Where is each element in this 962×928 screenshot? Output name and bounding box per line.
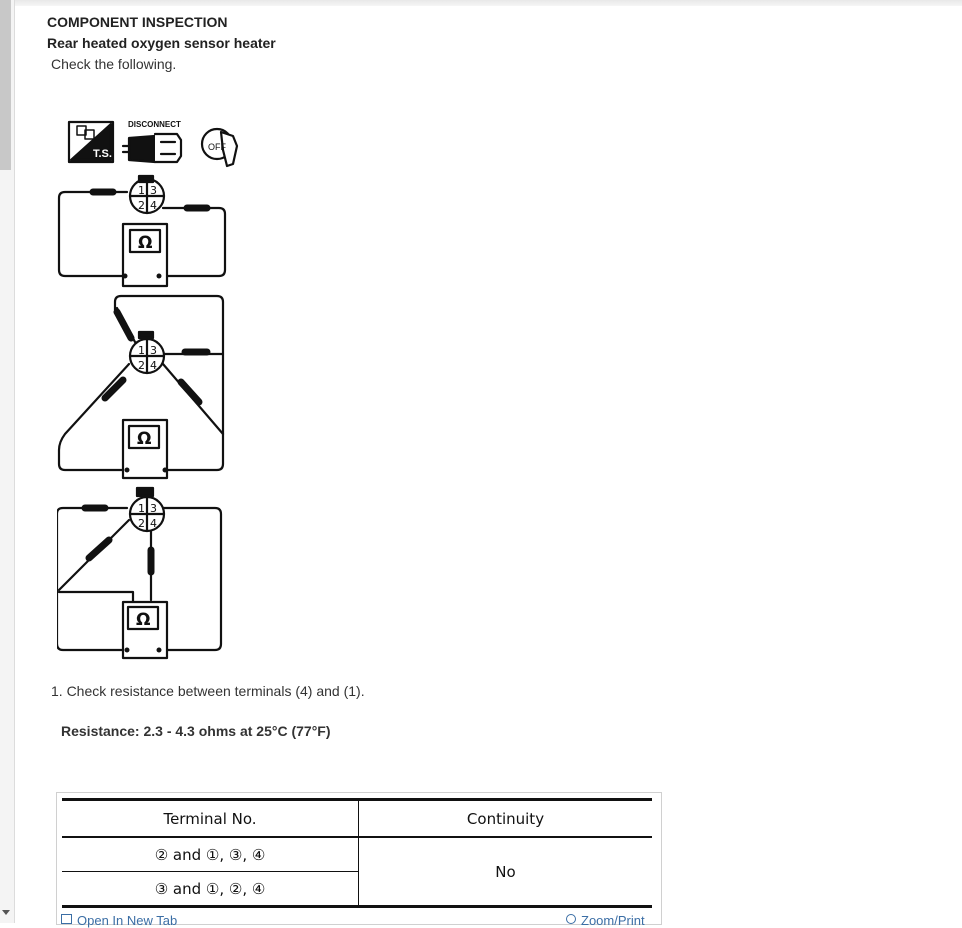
table-header-row [62,800,652,838]
off-label: OFF [208,142,226,152]
disconnect-connector-icon [123,134,181,162]
ts-label: T.S. [93,148,112,160]
continuity-table [62,798,652,908]
open-in-new-tab-link[interactable] [61,913,177,928]
terminal-cell: ② and ①, ③, ④ [62,837,359,872]
scroll-down-arrow-icon[interactable] [2,910,10,915]
terminal-4-label: 4 [150,517,157,530]
top-divider [0,0,962,6]
wiring-diagram [57,116,267,661]
terminal-1-label: 1 [138,502,145,515]
terminal-1-label: 1 [138,184,145,197]
terminal-3-label: 3 [150,344,157,357]
resistance-spec: Resistance: 2.3 - 4.3 ohms at 25°C (77°F) [61,723,331,739]
terminal-2-label: 2 [138,359,145,372]
disconnect-label: DISCONNECT [128,120,181,129]
ohmmeter-symbol: Ω [136,610,151,630]
ohmmeter-symbol: Ω [138,233,153,253]
continuity-table-frame [56,792,662,925]
ohmmeter-symbol: Ω [137,429,152,449]
open-in-new-tab-label: Open In New Tab [77,913,178,928]
terminal-1-label: 1 [138,344,145,357]
terminal-4-label: 4 [150,199,157,212]
terminal-2-label: 2 [138,199,145,212]
zoom-print-label: Zoom/Print [581,913,645,928]
zoom-print-link[interactable] [566,913,645,928]
terminal-2-label: 2 [138,517,145,530]
terminal-4-label: 4 [150,359,157,372]
header-continuity: Continuity [359,800,653,838]
side-scrollbar[interactable] [0,0,15,923]
table-row [62,837,652,872]
intro-text: Check the following. [51,56,177,72]
side-scrollbar-thumb[interactable] [0,0,11,170]
terminal-3-label: 3 [150,502,157,515]
section-subheading: Rear heated oxygen sensor heater [47,35,276,51]
section-heading: COMPONENT INSPECTION [47,14,228,30]
header-terminal-no: Terminal No. [62,800,359,838]
continuity-cell: No [359,837,653,907]
terminal-3-label: 3 [150,184,157,197]
step-instruction: 1. Check resistance between terminals (4) and (1). [51,683,365,699]
terminal-cell: ③ and ①, ②, ④ [62,872,359,907]
